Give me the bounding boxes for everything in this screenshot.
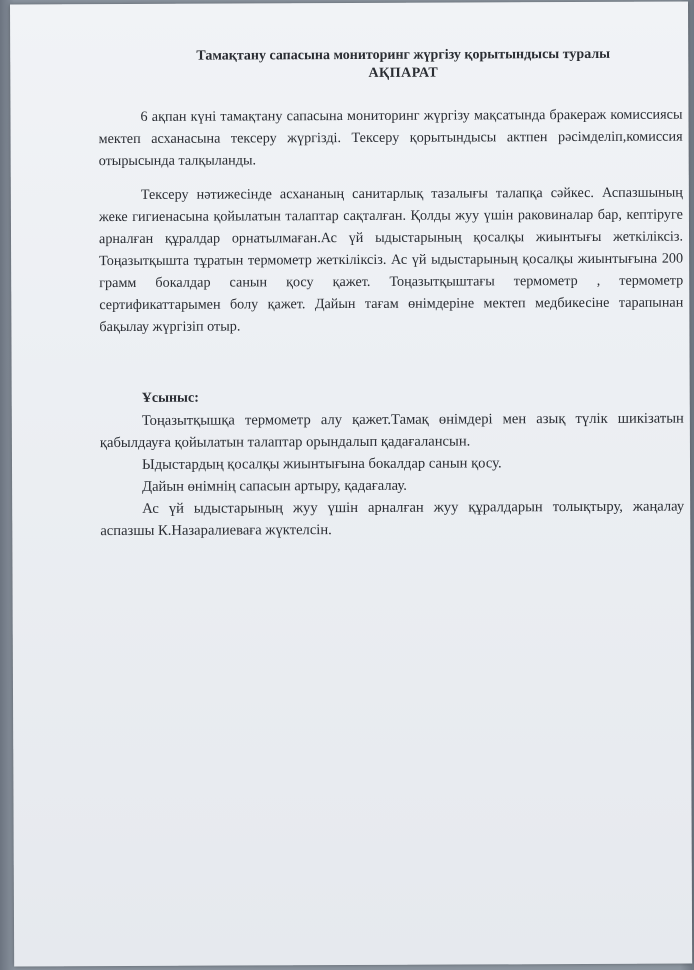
recommendation-heading: Ұсыныс: xyxy=(141,390,199,406)
paragraph-findings: Тексеру нәтижесінде асхананың санитарлық тазалығы талапқа сәйкес. Аспазшының жеке гигиенасына қойылатын талаптар сақталған. Қолды жуу үшін раковиналар бар, кептіруге арналған құралдар орнатылмаған.Ас үй ыдыстарының қосалқы жиынтығы жеткіліксіз. Тоңазытқышта тұратын термометр жеткіліксіз. Ас үй ыдыстарының қосалқы жиынтығына 200 грамм бокалдар санын қосу қажет. Тоңазытқыштағы термометр , термометр сертификаттарымен болу қажет. Дайын тағам өнімдеріне мектеп медбикесіне тарапынан бақылау жүргізіп отыр. xyxy=(98,184,684,336)
recommendation-item: Дайын өнімнің сапасын артыру, қадағалау. xyxy=(142,477,407,495)
document-subtitle: АҚПАРАТ xyxy=(368,65,439,81)
paragraph-intro: 6 ақпан күні тамақтану сапасына мониторинг жүргізу мақсатында бракераж комиссиясы мектеп асханасына тексеру жүргізді. Тексеру қорытындысы актпен рәсімделіп,комиссия отырысында талқыланды. xyxy=(98,106,683,170)
recommendation-item: Тоңазытқышқа термометр алу қажет.Тамақ өнімдері мен азық түлік шикізатын қабылдауға қойылатын талаптар орындалып қадағалансын. xyxy=(99,410,684,452)
document-body xyxy=(98,46,684,543)
recommendation-item: Ыдыстардың қосалқы жиынтығына бокалдар санын қосу. xyxy=(141,455,502,473)
document-title: Тамақтану сапасына мониторинг жүргізу қорытындысы туралы xyxy=(196,46,611,64)
recommendation-item: Ас үй ыдыстарының жуу үшін арналған жуу құралдарын толықтыру, жаңалау аспазшы К.Назаралиеваға жүктелсін. xyxy=(100,498,685,540)
paper-sheet xyxy=(10,2,692,967)
